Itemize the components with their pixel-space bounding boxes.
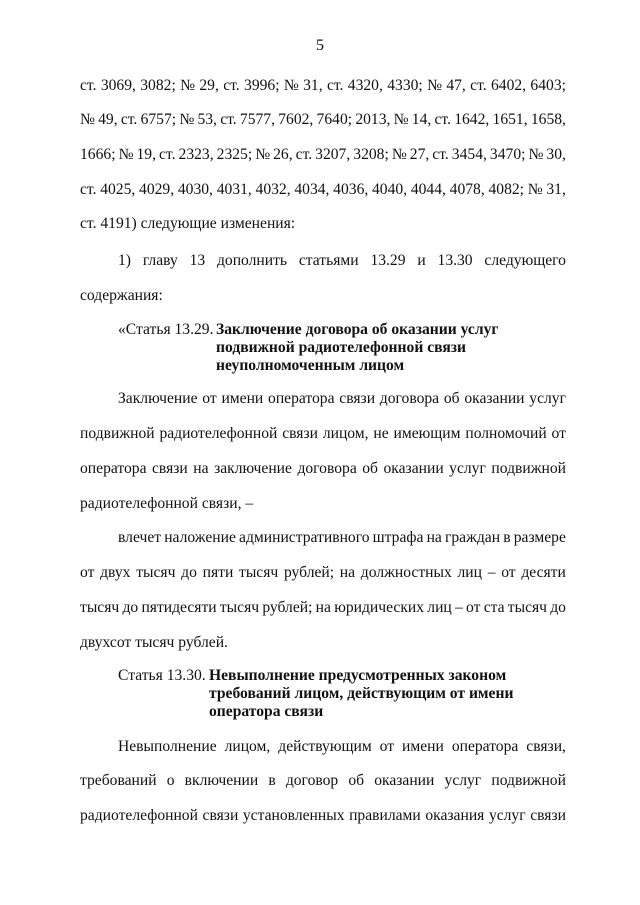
word: лицом, bbox=[322, 425, 369, 442]
word: 7577, bbox=[239, 111, 275, 128]
word: 3996; bbox=[244, 77, 280, 94]
word: № bbox=[255, 146, 271, 163]
word: должностных bbox=[360, 564, 452, 581]
word: 3069, bbox=[100, 77, 136, 94]
word: следующего bbox=[484, 252, 566, 269]
word: радиотелефонной bbox=[159, 425, 278, 442]
word: ст. bbox=[326, 77, 344, 94]
word: до bbox=[550, 599, 566, 616]
word: от bbox=[80, 564, 95, 581]
word: 30, bbox=[546, 146, 566, 163]
word: установленных bbox=[242, 807, 345, 824]
text-line bbox=[80, 459, 566, 479]
word: 29, bbox=[199, 77, 219, 94]
word: услуг bbox=[529, 390, 566, 407]
word: № bbox=[283, 77, 299, 94]
text-line bbox=[80, 180, 566, 200]
word: 4032, bbox=[255, 181, 291, 198]
text-line: содержания: bbox=[80, 287, 163, 304]
word: на bbox=[426, 529, 442, 546]
word: о bbox=[166, 772, 175, 789]
word: лиц bbox=[427, 599, 452, 616]
word: ст. bbox=[80, 77, 97, 94]
text-line: двухсот тысяч рублей. bbox=[80, 634, 228, 651]
word: 2323, bbox=[178, 146, 214, 163]
word: связи, bbox=[526, 738, 566, 755]
word: от bbox=[466, 599, 481, 616]
word: 47, bbox=[446, 77, 466, 94]
text-line bbox=[80, 424, 566, 444]
word: и bbox=[417, 252, 426, 269]
word: связи bbox=[282, 425, 318, 442]
word: ст. bbox=[295, 146, 313, 163]
word: 13.30 bbox=[437, 252, 473, 269]
word: на bbox=[339, 564, 356, 581]
text-line bbox=[80, 771, 566, 791]
text-line bbox=[118, 528, 566, 548]
word: пяти bbox=[202, 564, 234, 581]
word: правилами bbox=[349, 807, 421, 824]
word: ста bbox=[483, 599, 505, 616]
word: ст. bbox=[434, 111, 451, 128]
word: связи bbox=[339, 390, 376, 407]
word: 7602, bbox=[278, 111, 314, 128]
word: размере bbox=[513, 529, 566, 546]
word: оператора bbox=[451, 738, 519, 755]
word: связи bbox=[202, 807, 239, 824]
word: имени bbox=[221, 390, 264, 407]
word: заключение bbox=[214, 460, 292, 477]
word: № bbox=[118, 146, 134, 163]
word: на bbox=[193, 460, 209, 477]
word: пятидесяти bbox=[141, 599, 217, 616]
word: услуг bbox=[449, 460, 486, 477]
word: ст. bbox=[80, 181, 97, 198]
word: полномочий bbox=[465, 425, 547, 442]
word: подвижной bbox=[491, 772, 566, 789]
word: ст. bbox=[220, 111, 237, 128]
article-title-line: Невыполнение предусмотренных законом bbox=[209, 667, 507, 684]
word: № bbox=[179, 111, 195, 128]
word: 3207, bbox=[315, 146, 351, 163]
word: 3454, bbox=[451, 146, 487, 163]
text-line bbox=[118, 737, 566, 757]
word: 49, bbox=[98, 111, 118, 128]
word: 53, bbox=[197, 111, 217, 128]
word: юридических bbox=[334, 599, 425, 616]
article-title-line: Заключение договора об оказании услуг bbox=[216, 321, 499, 338]
word: в bbox=[268, 772, 276, 789]
word: об bbox=[362, 460, 378, 477]
word: граждан bbox=[444, 529, 501, 546]
word: связи bbox=[152, 460, 188, 477]
word: десяти bbox=[521, 564, 566, 581]
text-line bbox=[80, 806, 566, 826]
word: 1666; bbox=[80, 146, 116, 163]
word: оказании bbox=[383, 460, 444, 477]
word: 1) bbox=[118, 252, 131, 269]
word: 4030, bbox=[177, 181, 213, 198]
word: не bbox=[373, 425, 389, 442]
word: включении bbox=[184, 772, 259, 789]
word: ст. bbox=[470, 77, 487, 94]
word: действующим bbox=[278, 738, 372, 755]
word: договор bbox=[285, 772, 339, 789]
word: 6757; bbox=[140, 111, 177, 128]
word: штрафа bbox=[372, 529, 424, 546]
word: рублей; bbox=[262, 599, 313, 616]
word: наложение bbox=[164, 529, 236, 546]
word: 4029, bbox=[139, 181, 175, 198]
word: до bbox=[122, 599, 139, 616]
word: подвижной bbox=[80, 425, 155, 442]
word: радиотелефонной bbox=[80, 807, 198, 824]
word: 3470; bbox=[489, 146, 526, 163]
text-line bbox=[80, 598, 566, 618]
word: оператора bbox=[268, 390, 335, 407]
word: 1658, bbox=[530, 111, 566, 128]
article-title-line: неуполномоченным лицом bbox=[216, 357, 405, 374]
text-line bbox=[118, 389, 566, 409]
word: ст. bbox=[120, 111, 138, 128]
word: от bbox=[551, 425, 566, 442]
word: – bbox=[455, 599, 463, 616]
text-line bbox=[80, 563, 566, 583]
word: 6403; bbox=[530, 77, 566, 94]
word: тысяч bbox=[80, 599, 120, 616]
word: 4036, bbox=[333, 181, 369, 198]
word: ст. bbox=[159, 146, 176, 163]
word: главу bbox=[142, 252, 178, 269]
text-line bbox=[118, 251, 566, 271]
word: имеющим bbox=[393, 425, 461, 442]
word: тысяч bbox=[136, 564, 176, 581]
word: договора bbox=[297, 460, 357, 477]
word: об bbox=[443, 390, 460, 407]
word: Невыполнение bbox=[118, 738, 217, 755]
word: лиц bbox=[457, 564, 482, 581]
word: от bbox=[501, 564, 516, 581]
article-title-line: оператора связи bbox=[209, 703, 324, 720]
word: связи bbox=[530, 807, 566, 824]
word: Заключение bbox=[118, 390, 198, 407]
word: лицом, bbox=[224, 738, 271, 755]
word: 4330; bbox=[387, 77, 423, 94]
word: двух bbox=[100, 564, 131, 581]
text-line: радиотелефонной связи, – bbox=[80, 495, 254, 512]
page-number: 5 bbox=[316, 37, 324, 54]
article-label: Статья 13.30. bbox=[118, 667, 206, 684]
word: влечет bbox=[118, 529, 162, 546]
article-title-line: подвижной радиотелефонной связи bbox=[216, 339, 467, 356]
word: 4031, bbox=[216, 181, 252, 198]
text-line bbox=[80, 145, 566, 165]
word: № bbox=[527, 181, 543, 198]
word: 13 bbox=[189, 252, 206, 269]
word: ст. bbox=[432, 146, 449, 163]
word: от bbox=[202, 390, 217, 407]
word: 19, bbox=[136, 146, 156, 163]
word: 4040, bbox=[372, 181, 408, 198]
word: требований bbox=[80, 772, 157, 789]
word: подвижной bbox=[491, 460, 566, 477]
word: № bbox=[180, 77, 196, 94]
word: до bbox=[181, 564, 197, 581]
word: 4082; bbox=[488, 181, 525, 198]
word: № bbox=[80, 111, 95, 128]
word: административного bbox=[239, 529, 370, 546]
text-line bbox=[80, 76, 566, 96]
word: в bbox=[503, 529, 511, 546]
word: оказания bbox=[425, 807, 485, 824]
word: тысяч bbox=[507, 599, 548, 616]
word: 3208; bbox=[353, 146, 389, 163]
word: 4044, bbox=[410, 181, 446, 198]
word: оказании bbox=[374, 772, 435, 789]
word: на bbox=[315, 599, 331, 616]
word: рублей; bbox=[283, 564, 335, 581]
word: № bbox=[528, 146, 544, 163]
word: 4320, bbox=[347, 77, 383, 94]
word: № bbox=[393, 111, 409, 128]
word: 31, bbox=[303, 77, 323, 94]
word: услуг bbox=[444, 772, 482, 789]
word: дополнить bbox=[216, 252, 288, 269]
word: 4078, bbox=[449, 181, 485, 198]
word: 13.29 bbox=[370, 252, 406, 269]
word: № bbox=[391, 146, 407, 163]
word: 4034, bbox=[294, 181, 330, 198]
word: 14, bbox=[411, 111, 432, 128]
word: услуг bbox=[488, 807, 526, 824]
text-line bbox=[80, 110, 566, 130]
word: 1651, bbox=[492, 111, 528, 128]
word: 6402, bbox=[490, 77, 527, 94]
word: 26, bbox=[273, 146, 293, 163]
word: имени bbox=[402, 738, 444, 755]
word: 27, bbox=[409, 146, 430, 163]
word: ст. bbox=[223, 77, 240, 94]
word: 3082; bbox=[140, 77, 176, 94]
word: № bbox=[427, 77, 442, 94]
word: 1642, bbox=[454, 111, 490, 128]
word: 7640; bbox=[316, 111, 353, 128]
word: оператора bbox=[80, 460, 147, 477]
word: 2013, bbox=[355, 111, 391, 128]
word: – bbox=[487, 564, 496, 581]
word: тысяч bbox=[239, 564, 279, 581]
article-label: «Статья 13.29. bbox=[118, 321, 214, 338]
word: 4025, bbox=[100, 181, 136, 198]
word: 31, bbox=[546, 181, 566, 198]
word: оказании bbox=[464, 390, 525, 407]
word: тысяч bbox=[219, 599, 260, 616]
word: от bbox=[379, 738, 395, 755]
word: 2325; bbox=[216, 146, 253, 163]
article-title-line: требований лицом, действующим от имени bbox=[209, 685, 514, 702]
word: об bbox=[348, 772, 365, 789]
word: договора bbox=[379, 390, 440, 407]
word: статьями bbox=[298, 252, 359, 269]
text-line: ст. 4191) следующие изменения: bbox=[80, 215, 296, 232]
